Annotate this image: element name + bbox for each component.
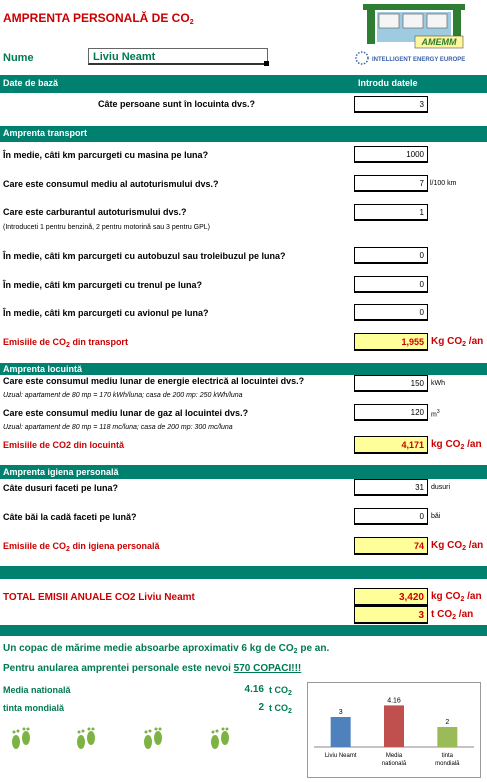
- chart-category-label: tinta: [441, 753, 454, 759]
- base-header-right: Introdu datele: [358, 78, 418, 88]
- question-showers: Câte dusuri faceti pe luna?: [3, 483, 119, 493]
- train-input[interactable]: 0: [354, 276, 428, 293]
- total-label: TOTAL EMISII ANUALE CO2 Liviu Neamt: [3, 592, 195, 603]
- trees-needed: Pentru anularea amprentei personale este nevoi 570 COPACI!!!: [3, 663, 302, 674]
- name-input[interactable]: Liviu Neamt: [88, 48, 268, 65]
- showers-input[interactable]: 31: [354, 479, 428, 496]
- hygiene-emissions-unit: Kg $CO_2$ /an: [431, 540, 484, 552]
- electricity-hint: Uzual: apartament de 80 mp = 170 kWh/luna; casa de 200 mp: 250 kWh/luna: [3, 392, 243, 399]
- footprint-icon: [8, 727, 34, 751]
- footprint-icon: [73, 727, 99, 751]
- question-gas: Care este consumul mediu lunar de gaz al locuintei dvs.?: [3, 408, 249, 418]
- gas-input[interactable]: 120: [354, 404, 428, 421]
- showers-unit: dusuri: [431, 484, 451, 491]
- electricity-input[interactable]: 150: [354, 375, 428, 392]
- question-plane: În medie, câti km parcurgeti cu avionul pe luna?: [3, 308, 209, 318]
- national-unit: t $CO_2$: [269, 685, 292, 697]
- question-fuel: Care este carburantul autoturismului dvs.?: [3, 207, 187, 217]
- world-value: 2: [258, 702, 264, 713]
- name-label: Nume: [3, 52, 34, 64]
- chart-value-label: 3: [338, 709, 343, 716]
- question-electricity: Care este consumul mediu lunar de energie electrică al locuintei dvs.?: [3, 376, 305, 386]
- persons-input[interactable]: 3: [354, 96, 428, 113]
- svg-text:AMEMM: AMEMM: [421, 37, 457, 47]
- separator-band: [0, 566, 487, 579]
- section-header-transport: Amprenta transport: [0, 126, 487, 142]
- total-t-value: 3: [354, 606, 428, 624]
- transport-emissions-label: Emisiile de $CO_2$ din transport: [3, 337, 128, 349]
- consumption-unit: l/100 km: [430, 180, 457, 187]
- chart-category-label: Media: [385, 753, 403, 759]
- fill-handle[interactable]: [264, 61, 269, 66]
- baths-unit: băi: [431, 513, 441, 520]
- separator-band-2: [0, 625, 487, 636]
- question-km-car: În medie, câti km parcurgeti cu masina pe luna?: [3, 150, 209, 160]
- fuel-hint: (Introduceti 1 pentru benzină, 2 pentru motorină sau 3 pentru GPL): [3, 224, 211, 231]
- question-train: În medie, câti km parcurgeti cu trenul pe luna?: [3, 280, 203, 290]
- hygiene-emissions-value: 74: [354, 537, 428, 555]
- national-label: Media natională: [3, 685, 71, 695]
- transport-emissions-unit: Kg $CO_2$ /an: [431, 336, 484, 348]
- question-persons: Câte persoane sunt în locuinta dvs.?: [98, 99, 256, 109]
- chart-bar: [437, 727, 457, 747]
- transport-emissions-value: 1,955: [354, 333, 428, 351]
- footprint-icon: [207, 727, 233, 751]
- question-bus: În medie, câti km parcurgeti cu autobuzul sau troleibuzul pe luna?: [3, 251, 286, 261]
- amemm-logo: [359, 0, 469, 50]
- eu-logo: [354, 50, 466, 66]
- home-emissions-value: 4,171: [354, 436, 428, 454]
- world-label: tinta mondială: [3, 703, 65, 713]
- section-header-base: [0, 75, 487, 93]
- chart-bar: [384, 705, 404, 747]
- chart-value-label: 2: [445, 719, 450, 726]
- page-title: AMPRENTA PERSONALĂ DE $CO_2$: [3, 11, 194, 26]
- home-emissions-label: Emisiile de CO2 din locuintă: [3, 440, 125, 450]
- chart-category-label: mondială: [435, 761, 460, 767]
- svg-text:INTELLIGENT ENERGY EUROPE: INTELLIGENT ENERGY EUROPE: [372, 57, 466, 63]
- electricity-unit: kWh: [431, 380, 445, 387]
- total-kg-unit: kg $CO_2$ /an: [431, 591, 482, 603]
- tree-fact: Un copac de mărime medie absoarbe aproximativ 6 kg de $CO_2$ pe an.: [3, 643, 330, 655]
- section-header-home: Amprenta locuintă: [0, 363, 487, 375]
- hygiene-emissions-label: Emisiile de $CO_2$ din igiena personală: [3, 541, 160, 553]
- consumption-input[interactable]: 7: [354, 175, 428, 192]
- chart-svg: [308, 683, 480, 777]
- comparison-chart: [307, 682, 481, 778]
- national-value: 4.16: [244, 684, 264, 695]
- chart-category-label: Liviu Neamt: [324, 753, 357, 759]
- world-unit: t $CO_2$: [269, 703, 292, 715]
- bus-input[interactable]: 0: [354, 247, 428, 264]
- km-car-input[interactable]: 1000: [354, 146, 428, 163]
- section-header-hygiene: Amprenta igiena personală: [0, 465, 487, 479]
- question-baths: Câte băi la cadă faceti pe lună?: [3, 512, 137, 522]
- chart-bar: [331, 717, 351, 747]
- question-consumption: Care este consumul mediu al autoturismului dvs.?: [3, 179, 219, 189]
- gas-unit: $m^3$: [431, 409, 440, 419]
- chart-category-label: natională: [381, 761, 407, 767]
- footprint-icon: [140, 727, 166, 751]
- chart-value-label: 4.16: [387, 697, 401, 705]
- base-header-left: Date de bază: [3, 78, 59, 88]
- home-emissions-unit: kg $CO_2$ /an: [431, 439, 482, 451]
- total-t-unit: t $CO_2$ /an: [431, 609, 474, 621]
- total-kg-value: 3,420: [354, 588, 428, 606]
- gas-hint: Uzual: apartament de 80 mp = 118 mc/luna; casa de 200 mp: 300 mc/luna: [3, 424, 233, 431]
- fuel-input[interactable]: 1: [354, 204, 428, 221]
- plane-input[interactable]: 0: [354, 304, 428, 321]
- baths-input[interactable]: 0: [354, 508, 428, 525]
